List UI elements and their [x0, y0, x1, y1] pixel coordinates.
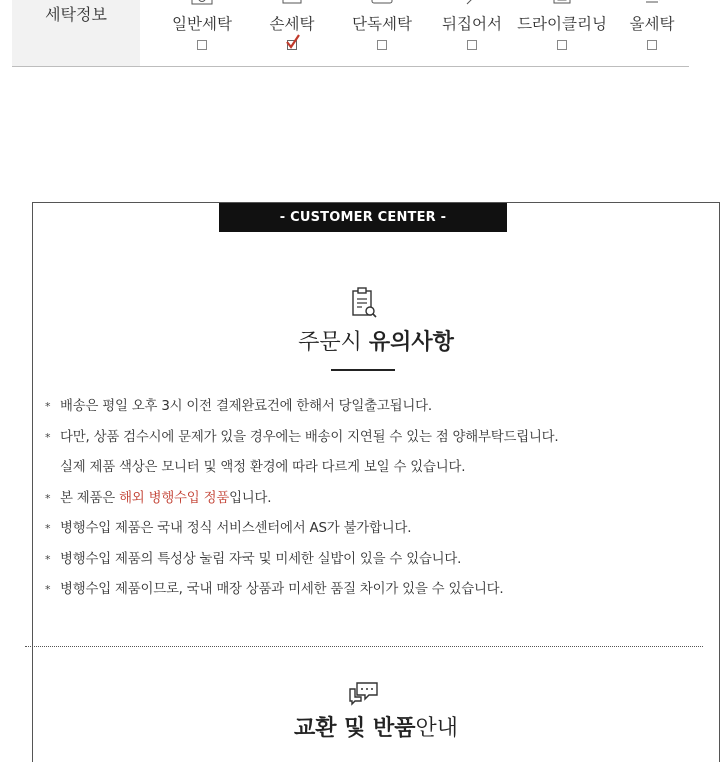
wash-option-checkbox[interactable] [557, 40, 567, 50]
highlight-text: 해외 병행수입 정품 [119, 490, 230, 506]
wash-option-label: 일반세탁 [172, 15, 232, 33]
wash-option-checkbox[interactable] [287, 40, 297, 50]
inside-out-icon [461, 0, 483, 6]
chat-bubbles-icon [347, 679, 381, 707]
wool-wash-icon [641, 0, 663, 6]
wash-option-checkbox[interactable] [647, 40, 657, 50]
separate-wash-icon [371, 0, 393, 6]
notice-list [45, 395, 705, 609]
wash-option-label: 울세탁 [629, 15, 675, 33]
wash-option-label: 뒤집어서 [442, 15, 502, 33]
wash-option-checkbox[interactable] [197, 40, 207, 50]
hand-wash-icon [281, 0, 303, 6]
list-item: * 다만, 상품 검수시에 문제가 있을 경우에는 배송이 지연될 수 있는 점 양해부탁드립니다. [45, 429, 559, 445]
section-divider [25, 646, 703, 647]
check-icon [286, 34, 300, 50]
wash-option-label: 단독세탁 [352, 15, 412, 33]
dry-clean-icon [551, 0, 573, 6]
exchange-title: 교환 및 반품안내 [293, 716, 459, 741]
wash-option-label: 손세탁 [269, 15, 315, 33]
list-item: * 본 제품은 해외 병행수입 정품입니다. [45, 490, 272, 506]
customer-center-box [32, 202, 720, 762]
title-underline [331, 369, 395, 371]
wash-info-strip [12, 0, 689, 67]
clipboard-search-icon [349, 287, 379, 319]
wash-info-label: 세탁정보 [12, 0, 140, 66]
washer-icon [191, 0, 213, 6]
list-item: * 병행수입 제품의 특성상 눌림 자국 및 미세한 실밥이 있을 수 있습니다. [45, 551, 462, 567]
wash-option-checkbox[interactable] [377, 40, 387, 50]
wash-option-label: 드라이클리닝 [517, 15, 607, 33]
list-item: * 배송은 평일 오후 3시 이전 결제완료건에 한해서 당일출고됩니다. [45, 399, 432, 414]
wash-option-checkbox[interactable] [467, 40, 477, 50]
list-item: 실제 제품 색상은 모니터 및 액정 환경에 따라 다르게 보일 수 있습니다. [60, 460, 466, 475]
notice-title: 주문시 유의사항 [298, 330, 454, 355]
list-item: * 병행수입 제품이므로, 국내 매장 상품과 미세한 품질 차이가 있을 수 있습니다. [45, 582, 504, 597]
list-item: * 병행수입 제품은 국내 정식 서비스센터에서 AS가 불가합니다. [45, 521, 412, 536]
customer-center-header: - CUSTOMER CENTER - [219, 203, 507, 232]
